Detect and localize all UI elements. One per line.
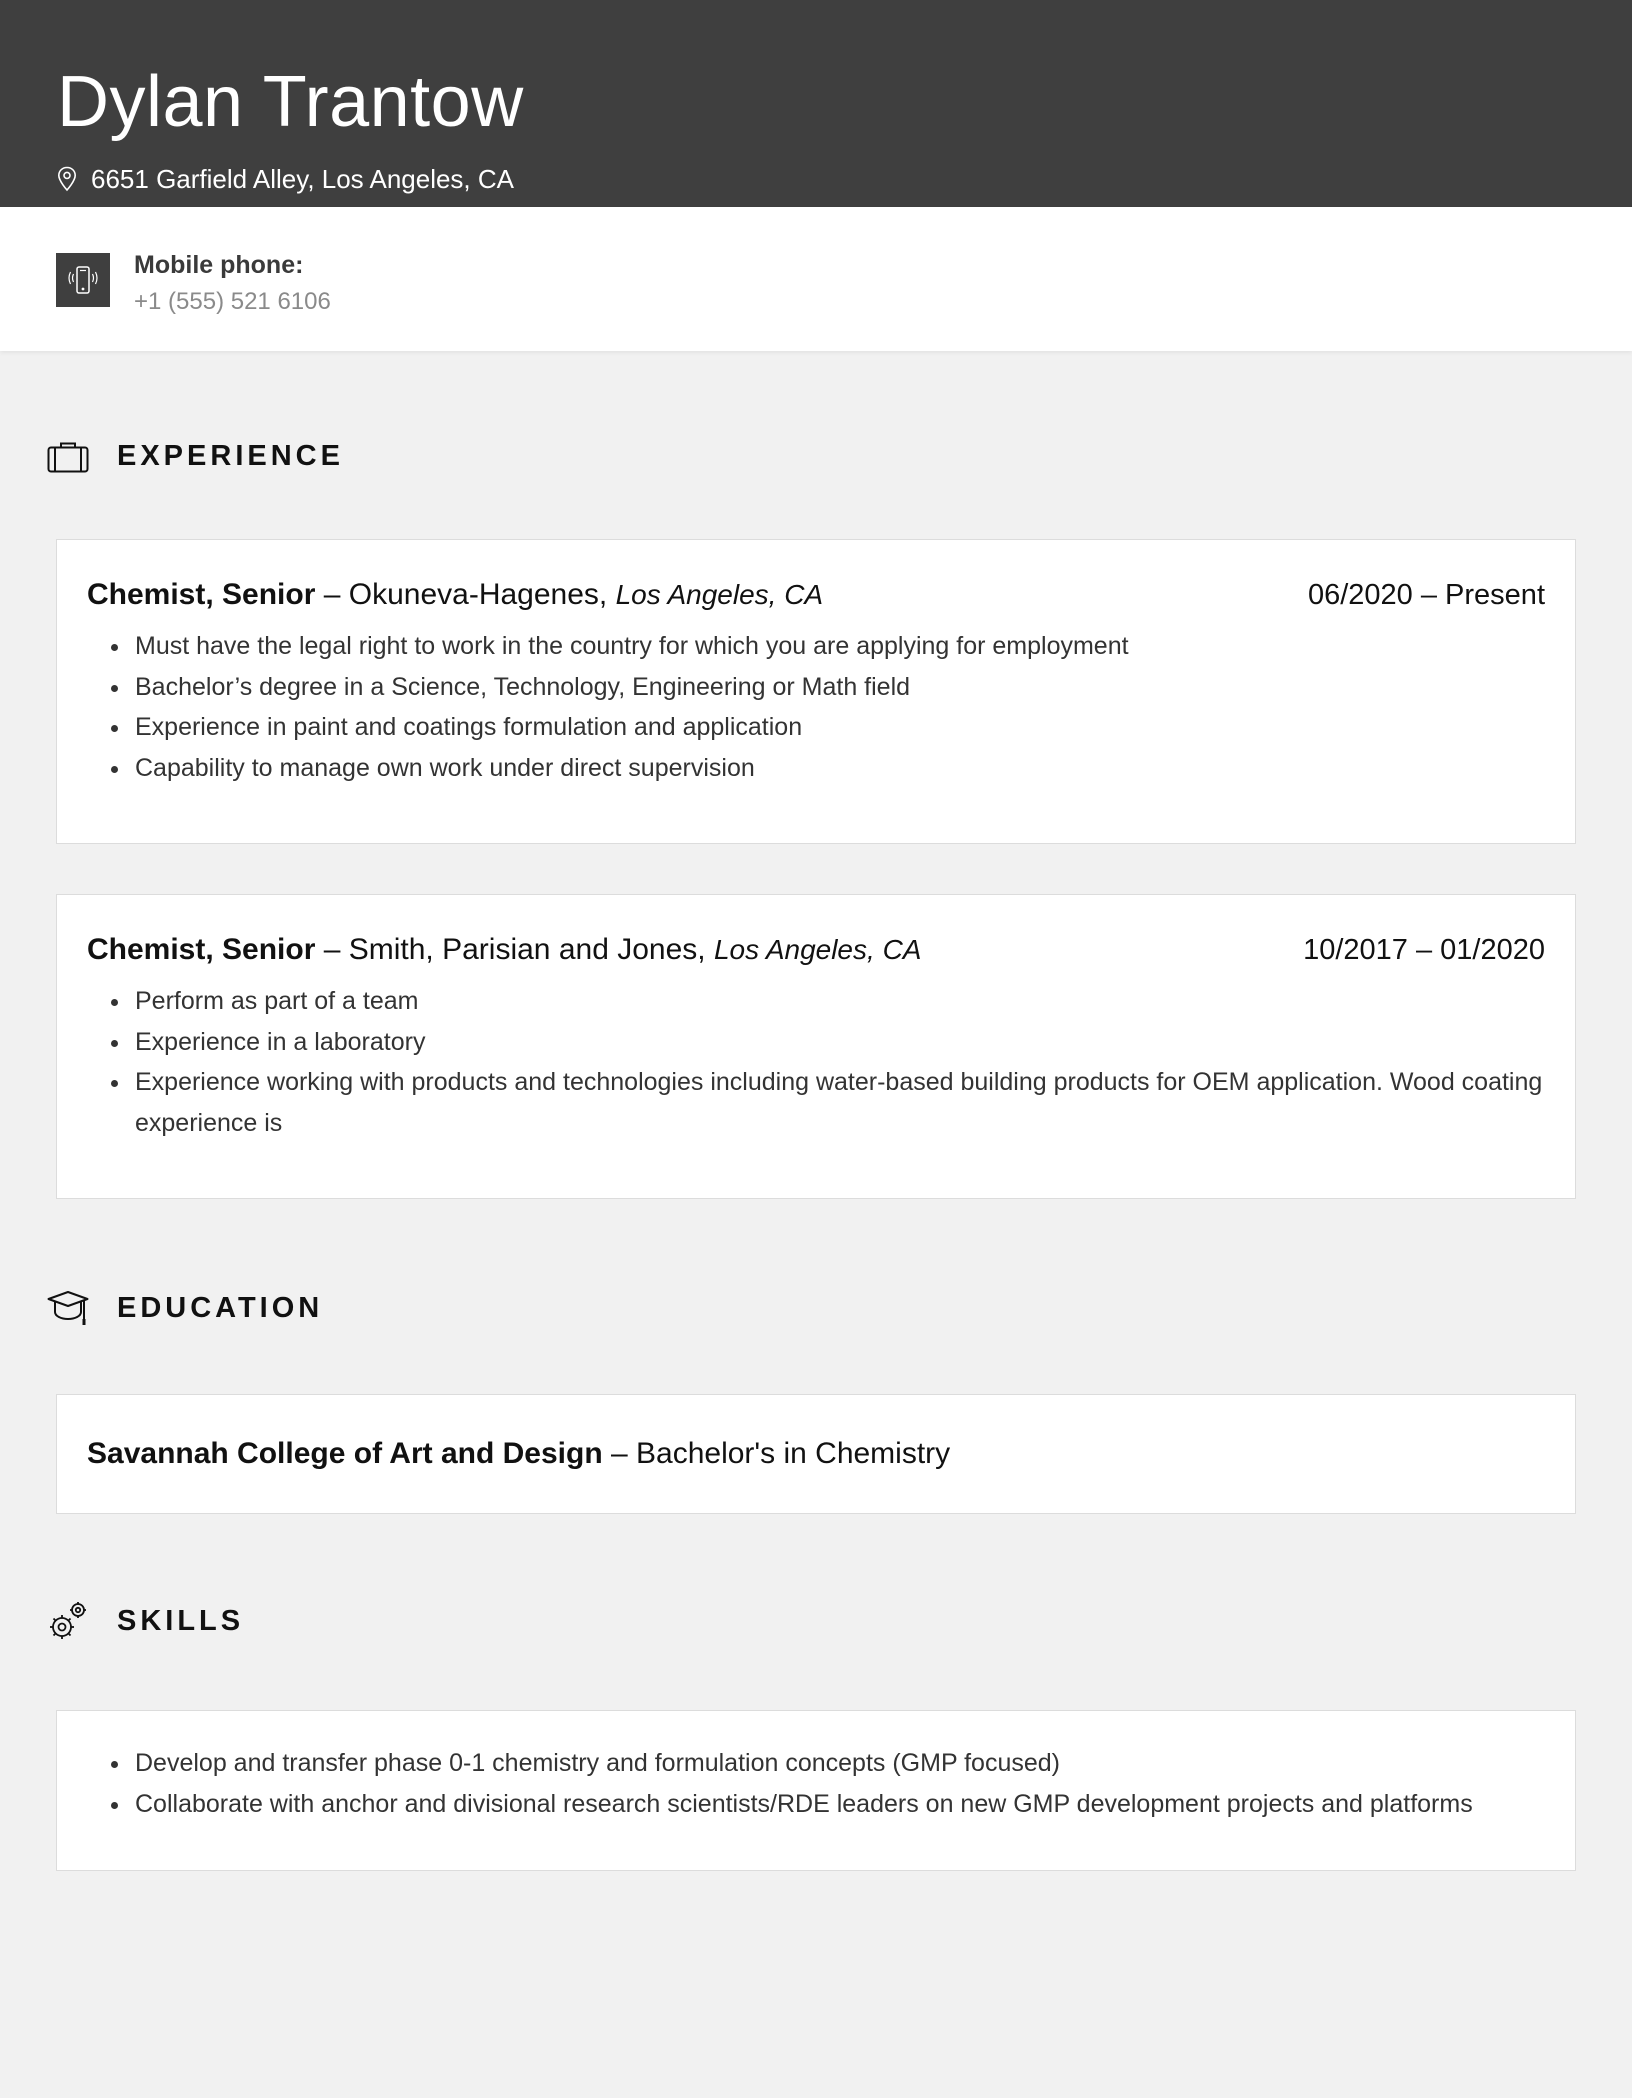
phone-label: Mobile phone:: [134, 251, 304, 279]
list-item: Experience in paint and coatings formulation and application: [87, 707, 1545, 748]
entry-role: Chemist, Senior: [87, 578, 316, 611]
experience-entry: [56, 539, 1576, 844]
experience-section-header: [0, 440, 1632, 473]
list-item: Experience in a laboratory: [87, 1022, 1545, 1063]
entry-dates: 06/2020 – Present: [1307, 579, 1545, 611]
phone-value: +1 (555) 521 6106: [134, 288, 331, 315]
list-item: Perform as part of a team: [87, 981, 1545, 1022]
skills-title: SKILLS: [117, 1604, 245, 1637]
graduation-cap-icon: [47, 1290, 89, 1326]
list-item: Experience working with products and technologies including water-based building products for OEM application. Wood coating experience is: [87, 1062, 1545, 1143]
entry-role: Chemist, Senior: [87, 933, 316, 966]
list-item: Develop and transfer phase 0-1 chemistry and formulation concepts (GMP focused): [87, 1743, 1545, 1784]
entry-separator: –: [315, 933, 349, 966]
address-line: [57, 164, 1632, 194]
skills-section-header: [0, 1600, 1632, 1642]
entry-separator: –: [602, 1437, 636, 1470]
entry-header: [87, 931, 1545, 969]
resume-header: [0, 0, 1632, 207]
contact-bar: [0, 207, 1632, 351]
entry-company: Smith, Parisian and Jones: [348, 933, 698, 966]
gears-icon: [47, 1600, 89, 1642]
entry-company: Okuneva-Hagenes: [348, 578, 599, 611]
address-text: 6651 Garfield Alley, Los Angeles, CA: [91, 164, 514, 194]
phone-details: [134, 247, 331, 351]
education-line: [87, 1435, 1545, 1473]
entry-dates: 10/2017 – 01/2020: [1303, 934, 1545, 966]
entry-bullets: [87, 981, 1545, 1143]
candidate-name: Dylan Trantow: [57, 62, 524, 142]
entry-location: Los Angeles, CA: [713, 934, 922, 965]
list-item: Must have the legal right to work in the country for which you are applying for employment: [87, 626, 1545, 667]
experience-title: EXPERIENCE: [117, 440, 344, 472]
mobile-phone-icon: [56, 253, 110, 307]
education-section-header: [0, 1290, 1632, 1326]
list-item: Capability to manage own work under direct supervision: [87, 748, 1545, 789]
skills-card: [56, 1710, 1576, 1871]
education-entry: [56, 1394, 1576, 1514]
entry-header: [87, 576, 1545, 614]
experience-entry: [56, 894, 1576, 1199]
briefcase-icon: [47, 441, 89, 473]
entry-title: Chemist, Senior – Smith, Parisian and Jones, Los Angeles, CA: [87, 933, 922, 966]
map-pin-icon: [57, 166, 77, 192]
entry-title: Chemist, Senior – Okuneva-Hagenes, Los Angeles, CA: [87, 578, 824, 611]
entry-bullets: [87, 626, 1545, 788]
degree-name: Bachelor's in Chemistry: [636, 1437, 951, 1470]
entry-location: Los Angeles, CA: [615, 579, 824, 610]
entry-separator: –: [315, 578, 349, 611]
education-title: EDUCATION: [117, 1291, 324, 1324]
skills-list: [87, 1743, 1545, 1824]
list-item: Collaborate with anchor and divisional research scientists/RDE leaders on new GMP development projects and platforms: [87, 1784, 1545, 1825]
list-item: Bachelor’s degree in a Science, Technology, Engineering or Math field: [87, 667, 1545, 708]
school-name: Savannah College of Art and Design: [87, 1437, 603, 1470]
